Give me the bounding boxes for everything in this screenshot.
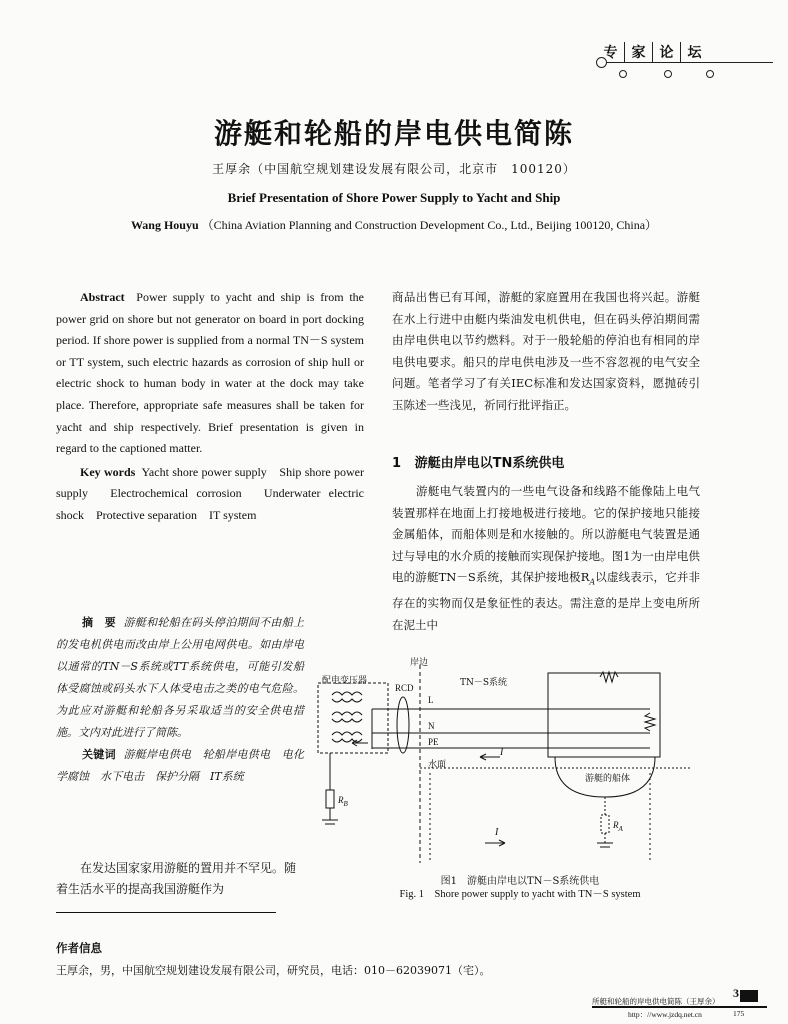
keywords-label: Key words xyxy=(80,464,136,479)
page-number: 3 xyxy=(733,986,739,1000)
english-abstract xyxy=(56,287,364,527)
cn-keywords-text: 游艇岸电供电 轮船岸电供电 电化学腐蚀 水下电击 保护分隔 IT系统 xyxy=(56,748,304,783)
page-number-box xyxy=(740,990,758,1002)
section-1-number: 1 xyxy=(392,456,402,471)
figure-1-caption-cn: 图1 游艇由岸电以TN－S系统供电 xyxy=(440,876,600,887)
english-author-line xyxy=(0,216,788,233)
fig-label-ra-sub: A xyxy=(618,824,623,833)
footer-page-number: 175 xyxy=(733,1009,745,1018)
right-para-2-text: 游艇电气装置内的一些电气设备和线路不能像陆上电气装置那样在地面上打接地极进行接地。它的保护接地只能接金属船体，而船体则是和水接触的。所以游艇电气装置是通过与导电的水介质的接触而实现保护接地。图1为一由岸电供电的游艇TN－S系统，其保护接地极R xyxy=(392,484,700,585)
header-ring-1 xyxy=(619,70,627,78)
header-ring-3 xyxy=(706,70,714,78)
author-info-heading: 作者信息 xyxy=(56,941,102,955)
fig-label-rb-sub: B xyxy=(343,799,348,808)
figure-1 xyxy=(310,655,710,870)
fig-label-L: L xyxy=(428,695,434,705)
yacht-loads xyxy=(548,673,660,757)
header-ring-2 xyxy=(664,70,672,78)
keywords-text: Yacht shore power supply Ship shore power supply Electrochemical corrosion Underwater electric shock Protective separation IT system xyxy=(56,464,364,522)
header-char-2: 家 xyxy=(625,42,653,62)
fig-label-shore: 岸边 xyxy=(410,658,429,668)
cn-keywords xyxy=(56,744,304,788)
english-author-affiliation: （China Aviation Planning and Construction Development Co., Ltd., Beijing 100120, China） xyxy=(201,218,658,232)
fig-label-ra-main: R xyxy=(613,820,619,830)
abstract-text: Power supply to yacht and ship is from the power grid on shore but not generator on board in port docking period. If shore power is supplied from a normal TN－S system or TT system, such electric hazards as corrosion of ship hull or electric shock to human body in water at the dock may take place. Therefore, appropriate safe measures shall be taken for yacht and ship respectively. Brief presentation is given in regard to the captioned matter. xyxy=(56,290,364,456)
transformer-secondary xyxy=(332,699,362,742)
english-author-name: Wang Houyu xyxy=(130,218,199,232)
cn-abstract-text: 游艇和轮船在码头停泊期间不由船上的发电机供电而改由岸上公用电网供电。如由岸电以通常的TN－S系统或TT系统供电，可能引发船体受腐蚀或码头水下人体受电击之类的电气危险。为此应对游艇和轮船各另采取适当的安全供电措施。文内对此进行了简陈。 xyxy=(56,616,304,739)
footer-running-title: 所艇和轮船的岸电供电简陈（王厚余） xyxy=(592,997,720,1006)
footer-bar xyxy=(592,1006,767,1008)
right-para-1 xyxy=(392,287,700,417)
ra-resistor xyxy=(601,815,609,833)
section-1-title: 游艇由岸电以TN系统供电 xyxy=(414,456,565,471)
right-para-2-subscript: A xyxy=(589,577,596,587)
page-title: 游艇和轮船的岸电供电简陈 xyxy=(213,117,574,150)
intro-left xyxy=(56,858,296,900)
resistor-side xyxy=(645,713,655,731)
fig-label-hull: 游艇的船体 xyxy=(585,774,631,784)
cn-keywords-label: 关键词 xyxy=(82,748,116,761)
english-keywords xyxy=(56,462,364,527)
current-arrow-2 xyxy=(485,840,505,846)
fig-label-current-2: I xyxy=(495,827,499,838)
fig-label-current-1: I xyxy=(500,747,504,758)
fig-label-rb-main: R xyxy=(338,795,344,805)
rcd-ring xyxy=(397,697,409,753)
current-arrow-1 xyxy=(480,754,500,760)
header-char-1: 专 xyxy=(597,42,625,62)
rb-resistor xyxy=(326,790,334,808)
right-para-1-text: 商品出售已有耳闻，游艇的家庭置用在我国也将兴起。游艇在水上行进中由艇内柴油发电机供电，但在码头停泊期间需由岸电供电以节约燃料。对于一般轮船的停泊也有相同的岸电供电要求。船只的岸电供电涉及一些不容忽视的电气安全问题。笔者学习了有关IEC标准和发达国家资料，愿抛砖引玉陈述一些浅见，祈同行批评指正。 xyxy=(392,290,700,412)
fig-label-transformer: 配电变压器 xyxy=(322,676,368,686)
fig-label-N: N xyxy=(428,721,435,731)
cn-author-line: 王厚余（中国航空规划建设发展有限公司，北京市 100120） xyxy=(212,162,576,176)
header-rule xyxy=(605,62,773,63)
fig-label-rcd: RCD xyxy=(395,683,414,693)
author-info-text: 王厚余，男，中国航空规划建设发展有限公司，研究员，电话：010－62039071（宅）。 xyxy=(56,964,491,977)
section-1-heading xyxy=(392,452,564,471)
footer-url: http：//www.jzdq.net.cn xyxy=(628,1010,702,1019)
figure-1-diagram xyxy=(310,655,710,870)
fig-label-ra xyxy=(613,820,623,833)
intro-left-text: 在发达国家家用游艇的置用并不罕见。随着生活水平的提高我国游艇作为 xyxy=(56,861,297,896)
fig-label-PE: PE xyxy=(428,737,439,747)
right-para-2 xyxy=(392,481,700,636)
header-char-3: 论 xyxy=(653,42,681,62)
cn-abstract-label: 摘 要 xyxy=(82,616,116,629)
abstract-label: Abstract xyxy=(80,290,125,304)
header-char-4: 坛 xyxy=(687,45,702,61)
fig-label-tns: TN－S系统 xyxy=(460,678,508,688)
fig-label-rb xyxy=(338,795,348,808)
column-header xyxy=(597,42,708,62)
english-title: Brief Presentation of Shore Power Supply to Yacht and Ship xyxy=(227,190,561,205)
transformer-coils xyxy=(332,692,362,735)
right-para-2-tail: 以虚线表示，它并非存在的实物而仅是象征性的表达。需注意的是岸上变电所所在泥土中 xyxy=(392,570,701,632)
fig-label-water: 水面 xyxy=(428,760,447,770)
chinese-abstract xyxy=(56,612,304,788)
figure-1-caption-en: Fig. 1 Shore power supply to yacht with TN－S system xyxy=(399,889,641,900)
author-info-rule xyxy=(56,912,276,913)
